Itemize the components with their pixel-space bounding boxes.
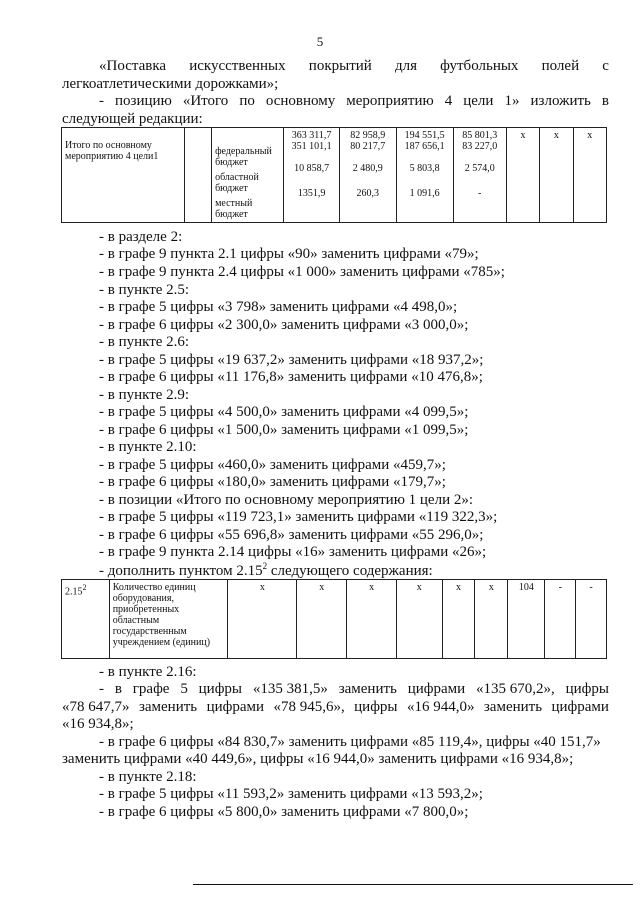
intro-line-3 bbox=[99, 93, 609, 110]
value-cell bbox=[339, 128, 396, 223]
description-cell bbox=[109, 580, 228, 659]
instruction-line: - в графе 6 цифры «84 830,7» заменить цифрами «85 119,4», цифры «40 151,7» bbox=[99, 734, 601, 750]
instruction-line: - в графе 6 цифры «55 696,8» заменить цифрами «55 296,0»; bbox=[99, 527, 484, 543]
word: цели bbox=[463, 93, 494, 109]
value: 363 311,7 bbox=[291, 130, 332, 141]
intro-line-1 bbox=[99, 58, 609, 75]
word: 5 bbox=[180, 681, 188, 697]
x-cell: x bbox=[506, 128, 539, 223]
empty-cell bbox=[184, 128, 211, 223]
instruction-line: - в графе 5 цифры «119 723,1» заменить цифрами «119 322,3»; bbox=[99, 509, 498, 525]
value: 194 551,5 bbox=[404, 130, 445, 141]
word: цифрами bbox=[407, 681, 466, 697]
word: для bbox=[394, 58, 417, 74]
word: с bbox=[602, 58, 609, 74]
value: 1351,9 bbox=[297, 188, 326, 199]
instruction-line: - в графе 5 цифры «19 637,2» заменить цифрами «18 937,2»; bbox=[99, 352, 484, 368]
value: 83 227,0 bbox=[462, 141, 498, 152]
instruction-line: - в графе 5 цифры «3 798» заменить цифрами «4 498,0»; bbox=[99, 299, 458, 315]
word: цифры bbox=[198, 681, 243, 697]
word: «78 647,7» bbox=[62, 699, 130, 715]
value: 82 958,9 bbox=[350, 130, 386, 141]
word: искусственных bbox=[189, 58, 286, 74]
value-cell bbox=[284, 128, 339, 223]
word: цифрами bbox=[206, 699, 265, 715]
add-point-line bbox=[99, 561, 433, 580]
instruction-line: - в позиции «Итого по основному мероприятию 1 цели 2»: bbox=[99, 492, 474, 508]
instruction-line: - в графе 6 цифры «11 176,8» заменить цифрами «10 476,8»; bbox=[99, 369, 483, 385]
text: следующего содержания: bbox=[267, 563, 433, 579]
table-row bbox=[62, 128, 607, 223]
instruction-line: - в графе 6 цифры «5 800,0» заменить цифрами «7 800,0»; bbox=[99, 804, 469, 820]
word: позицию bbox=[115, 93, 172, 109]
word: цифрами bbox=[551, 699, 609, 715]
instruction-line: - в пункте 2.5: bbox=[99, 282, 190, 298]
word: 1» bbox=[504, 93, 520, 109]
source-local: местный бюджет bbox=[215, 198, 253, 220]
instruction-line: - в пункте 2.10: bbox=[99, 439, 197, 455]
word: «135 670,2», bbox=[476, 681, 555, 697]
source-cell bbox=[212, 128, 284, 223]
x-cell: x bbox=[573, 128, 606, 223]
instruction-line: - в графе 9 пункта 2.1 цифры «90» заменить цифрами «79»; bbox=[99, 246, 479, 262]
word: заменить bbox=[138, 699, 198, 715]
new-point-table bbox=[61, 579, 607, 659]
value-cell bbox=[453, 128, 506, 223]
word: «Итого bbox=[182, 93, 229, 109]
value: - bbox=[478, 188, 482, 199]
word: изложить bbox=[530, 93, 591, 109]
value: 351 101,1 bbox=[291, 141, 332, 152]
word: - bbox=[99, 681, 104, 697]
instruction-line: - в графе 5 цифры «11 593,2» заменить цифрами «13 593,2»; bbox=[99, 786, 483, 802]
instruction-line: - в графе 5 цифры «460,0» заменить цифрами «459,7»; bbox=[99, 457, 446, 473]
text: - дополнить пунктом 2.15 bbox=[99, 563, 263, 579]
table-row bbox=[62, 580, 607, 659]
instruction-line: - в графе 9 пункта 2.4 цифры «1 000» заменить цифрами «785»; bbox=[99, 264, 505, 280]
x-cell: x bbox=[397, 580, 443, 659]
totals-table bbox=[61, 127, 607, 223]
value: 85 801,3 bbox=[462, 130, 498, 141]
x-cell: x bbox=[442, 580, 475, 659]
instruction-line: заменить цифрами «40 449,6», цифры «16 944,0» заменить цифрами «16 934,8»; bbox=[62, 751, 574, 767]
instruction-line: - в пункте 2.9: bbox=[99, 387, 190, 403]
instruction-line: - в графе 9 пункта 2.14 цифры «16» заменить цифрами «26»; bbox=[99, 544, 487, 560]
signature-rule bbox=[193, 884, 633, 885]
value: 2 480,9 bbox=[352, 163, 383, 174]
value-cell bbox=[396, 128, 453, 223]
instruction-line bbox=[62, 699, 609, 716]
value: 187 656,1 bbox=[404, 141, 445, 152]
word: 4 bbox=[444, 93, 453, 109]
word: заменить bbox=[483, 699, 543, 715]
word: - bbox=[99, 93, 104, 109]
intro-line-2: легкоатлетическими дорожками»; bbox=[62, 76, 279, 92]
instruction-line: - в графе 6 цифры «2 300,0» заменить цифрами «3 000,0»; bbox=[99, 317, 469, 333]
x-cell: x bbox=[297, 580, 347, 659]
instruction-line: - в пункте 2.18: bbox=[99, 769, 197, 785]
instruction-line: - в графе 6 цифры «180,0» заменить цифрами «179,7»; bbox=[99, 474, 446, 490]
page-number: 5 bbox=[316, 34, 324, 49]
point-number-cell bbox=[62, 580, 110, 659]
x-cell: x bbox=[475, 580, 508, 659]
word: футбольных bbox=[440, 58, 519, 74]
word: заменить bbox=[338, 681, 397, 697]
word: цифры bbox=[565, 681, 609, 697]
instruction-line: - в графе 6 цифры «1 500,0» заменить цифрами «1 099,5»; bbox=[99, 422, 469, 438]
word: цифры bbox=[354, 699, 398, 715]
dash-cell: - bbox=[576, 580, 607, 659]
value: 10 858,7 bbox=[294, 163, 330, 174]
instruction-line: «16 934,8»; bbox=[62, 716, 134, 732]
instruction-line: - в пункте 2.16: bbox=[99, 664, 197, 680]
word: основному bbox=[265, 93, 336, 109]
x-cell: x bbox=[540, 128, 573, 223]
x-cell: x bbox=[347, 580, 397, 659]
value: 260,3 bbox=[356, 188, 380, 199]
superscript: 2 bbox=[82, 583, 87, 592]
word: в bbox=[601, 93, 609, 109]
dash-cell: - bbox=[545, 580, 576, 659]
source-federal: федеральный бюджет bbox=[215, 146, 272, 168]
word: «16 944,0» bbox=[406, 699, 475, 715]
superscript: 2 bbox=[262, 561, 268, 571]
value: 2 574,0 bbox=[464, 163, 495, 174]
value-cell: 104 bbox=[508, 580, 545, 659]
word: «78 945,6», bbox=[273, 699, 345, 715]
description: Количество единиц оборудования, приобретенных областным государственным учреждением (единиц) bbox=[112, 582, 211, 648]
source-regional: областной бюджет bbox=[215, 172, 259, 194]
intro-line-4: следующей редакции: bbox=[62, 111, 203, 127]
instruction-line bbox=[99, 681, 609, 698]
point-number: 2.15 bbox=[65, 586, 83, 598]
value: 80 217,7 bbox=[350, 141, 386, 152]
word: «Поставка bbox=[99, 58, 167, 74]
word: графе bbox=[132, 681, 170, 697]
row-title-cell: Итого по основному мероприятию 4 цели1 bbox=[62, 128, 185, 223]
word: в bbox=[114, 681, 122, 697]
word: «135 381,5» bbox=[252, 681, 328, 697]
instruction-line: - в разделе 2: bbox=[99, 229, 183, 245]
instruction-line: - в графе 5 цифры «4 500,0» заменить цифрами «4 099,5»; bbox=[99, 404, 469, 420]
word: полей bbox=[541, 58, 580, 74]
value: 1 091,6 bbox=[409, 188, 440, 199]
word: мероприятию bbox=[346, 93, 434, 109]
value: 5 803,8 bbox=[409, 163, 440, 174]
word: по bbox=[239, 93, 255, 109]
x-cell: x bbox=[228, 580, 297, 659]
instruction-line: - в пункте 2.6: bbox=[99, 334, 190, 350]
word: покрытий bbox=[308, 58, 372, 74]
